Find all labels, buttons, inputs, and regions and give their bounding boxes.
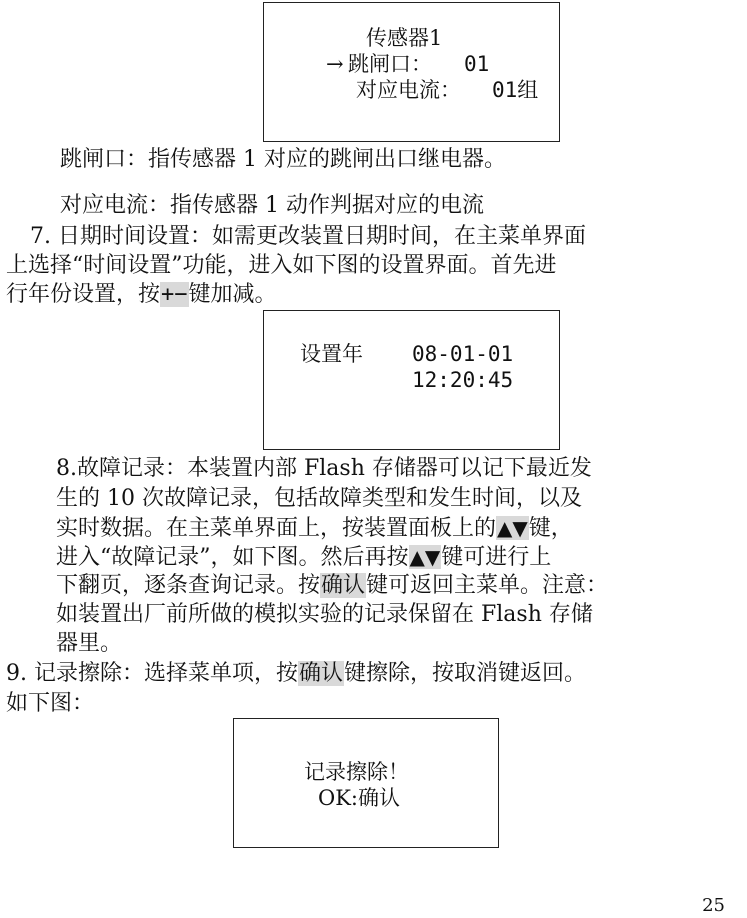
plus-minus-key: +− — [161, 282, 188, 307]
set-year-label: 设置年 — [300, 342, 363, 366]
section7-line3 — [6, 281, 277, 309]
datetime-display-box — [263, 310, 560, 450]
section9-line1 — [6, 660, 586, 688]
section9-line2: 如下图： — [6, 691, 95, 716]
erase-title: 记录擦除！ — [304, 760, 409, 784]
sensor-title: 传感器1 — [366, 26, 443, 50]
trip-port-value: 01 — [464, 52, 490, 76]
page-number: 25 — [702, 895, 725, 916]
section8-line5-pre: 下翻页，逐条查询记录。按 — [56, 573, 321, 598]
section7-line1: 7. 日期时间设置：如需更改装置日期时间，在主菜单界面 — [30, 224, 586, 249]
erase-display-box — [233, 718, 499, 848]
section8-line5 — [56, 572, 608, 600]
section8-line4-pre: 进入“故障记录”，如下图。然后再按 — [56, 545, 409, 570]
section8-line5-post: 键可返回主菜单。注意： — [366, 573, 609, 598]
current-description: 对应电流：指传感器 1 动作判据对应的电流 — [60, 193, 484, 218]
confirm-key: 确认 — [321, 573, 366, 598]
section8-line3 — [56, 514, 573, 543]
sensor-display-box — [263, 2, 560, 142]
trip-port-description: 跳闸口：指传感器 1 对应的跳闸出口继电器。 — [60, 147, 506, 172]
section9-line1-post: 键擦除，按取消键返回。 — [344, 661, 587, 686]
selection-arrow-icon: → — [326, 52, 344, 76]
section7-line3-post: 键加减。 — [188, 282, 277, 307]
section8-line3-post: 键， — [528, 516, 573, 541]
trip-port-label: 跳闸口： — [348, 52, 432, 76]
section9-line1-pre: 9. 记录擦除：选择菜单项，按 — [6, 661, 298, 686]
section8-line1: 8.故障记录：本装置内部 Flash 存储器可以记下最近发 — [56, 456, 592, 481]
section8-line4-post: 键可进行上 — [441, 545, 552, 570]
confirm-key: 确认 — [298, 661, 343, 686]
section7-line3-pre: 行年份设置，按 — [6, 282, 161, 307]
ok-confirm-label: OK:确认 — [318, 786, 400, 810]
current-label: 对应电流： — [356, 78, 461, 102]
up-down-arrow-icon: ▲▼ — [409, 545, 441, 569]
section8-line3-pre: 实时数据。在主菜单界面上，按装置面板上的 — [56, 516, 497, 541]
section7-line2: 上选择“时间设置”功能，进入如下图的设置界面。首先进 — [6, 253, 557, 278]
section8-line2: 生的 10 次故障记录，包括故障类型和发生时间，以及 — [56, 486, 582, 511]
section8-line6: 如装置出厂前所做的模拟实验的记录保留在 Flash 存储 — [56, 602, 593, 627]
time-value: 12:20:45 — [412, 368, 514, 392]
section8-line7: 器里。 — [56, 631, 123, 656]
current-value: 01组 — [492, 78, 539, 102]
section8-line4 — [56, 543, 551, 572]
up-down-arrow-icon: ▲▼ — [497, 516, 528, 540]
date-value: 08-01-01 — [412, 342, 514, 366]
